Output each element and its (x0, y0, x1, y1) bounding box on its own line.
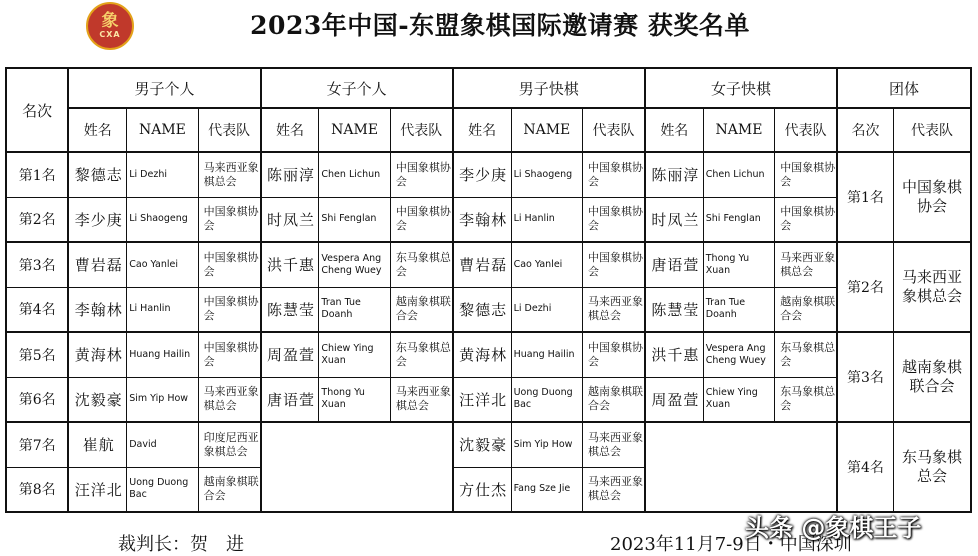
team-sub-header-team: 代表队 (893, 108, 971, 152)
women-rapid-name-en: Tran Tue Doanh (703, 287, 774, 332)
logo-glyph: 象 (101, 11, 119, 31)
group-header-women-individual: 女子个人 (261, 68, 453, 108)
table-row (6, 242, 971, 287)
women-rapid-team: 越南象棋联合会 (775, 287, 837, 332)
sub-header-name: 姓名 (68, 108, 126, 152)
table-row (6, 197, 971, 242)
women-rapid-name-cn: 陈丽淳 (645, 152, 703, 197)
men-rapid-name-en: Huang Hailin (511, 332, 582, 377)
sub-header-en: NAME (127, 108, 198, 152)
men-individual-name-cn: 曹岩磊 (68, 242, 126, 287)
men-rapid-name-cn: 李少庚 (453, 152, 511, 197)
men-rapid-name-cn: 沈毅豪 (453, 422, 511, 467)
men-rapid-team: 马来西亚象棋总会 (583, 422, 645, 467)
men-individual-team: 马来西亚象棋总会 (198, 152, 260, 197)
men-rapid-name-cn: 曹岩磊 (453, 242, 511, 287)
men-individual-name-en: Cao Yanlei (127, 242, 198, 287)
men-rapid-team: 中国象棋协会 (583, 242, 645, 287)
men-individual-name-en: Li Shaogeng (127, 197, 198, 242)
sub-header-team: 代表队 (198, 108, 260, 152)
women-rapid-name-en: Vespera Ang Cheng Wuey (703, 332, 774, 377)
women-individual-name-cn: 洪千惠 (261, 242, 319, 287)
chief-referee: 裁判长：贺 进 (118, 534, 244, 555)
women-individual-team: 东马象棋总会 (390, 332, 452, 377)
women-rapid-team: 马来西亚象棋总会 (775, 242, 837, 287)
women-rapid-team: 东马象棋总会 (775, 332, 837, 377)
watermark: 头条 @象棋王子 (745, 514, 922, 542)
group-header-team: 团体 (837, 68, 971, 108)
men-individual-name-cn: 崔航 (68, 422, 126, 467)
sub-header-name: 姓名 (261, 108, 319, 152)
men-rapid-name-en: Uong Duong Bac (511, 377, 582, 422)
men-individual-name-en: Sim Yip How (127, 377, 198, 422)
rank-cell: 第2名 (6, 197, 68, 242)
men-individual-team: 印度尼西亚象棋总会 (198, 422, 260, 467)
men-rapid-name-en: Li Hanlin (511, 197, 582, 242)
men-individual-team: 马来西亚象棋总会 (198, 377, 260, 422)
logo-abbr: CXA (99, 30, 121, 39)
sub-header-en: NAME (511, 108, 582, 152)
sub-header-name: 姓名 (645, 108, 703, 152)
men-rapid-name-cn: 汪洋北 (453, 377, 511, 422)
men-individual-name-cn: 黄海林 (68, 332, 126, 377)
rank-cell: 第8名 (6, 467, 68, 512)
women-individual-name-en: Shi Fenglan (319, 197, 390, 242)
group-header-men-rapid: 男子快棋 (453, 68, 645, 108)
table-row (6, 377, 971, 422)
women-individual-name-en: Chen Lichun (319, 152, 390, 197)
men-individual-name-en: David (127, 422, 198, 467)
table-row (6, 287, 971, 332)
women-individual-team: 马来西亚象棋总会 (390, 377, 452, 422)
men-rapid-name-en: Fang Sze Jie (511, 467, 582, 512)
rank-cell: 第4名 (6, 287, 68, 332)
women-rapid-name-cn: 周盈萱 (645, 377, 703, 422)
women-individual-name-en: Chiew Ying Xuan (319, 332, 390, 377)
women-individual-name-en: Thong Yu Xuan (319, 377, 390, 422)
men-individual-name-cn: 李少庚 (68, 197, 126, 242)
sub-header-en: NAME (703, 108, 774, 152)
men-rapid-team: 马来西亚象棋总会 (583, 467, 645, 512)
women-rapid-team: 中国象棋协会 (775, 197, 837, 242)
team-rank-cell: 第2名 (837, 242, 893, 332)
men-individual-team: 中国象棋协会 (198, 287, 260, 332)
women-individual-empty-cell (261, 422, 453, 512)
men-individual-name-en: Huang Hailin (127, 332, 198, 377)
men-individual-name-en: Li Hanlin (127, 287, 198, 332)
men-rapid-team: 越南象棋联合会 (583, 377, 645, 422)
sub-header-team: 代表队 (775, 108, 837, 152)
rank-cell: 第7名 (6, 422, 68, 467)
rank-cell: 第1名 (6, 152, 68, 197)
men-individual-name-en: Li Dezhi (127, 152, 198, 197)
women-rapid-team: 东马象棋总会 (775, 377, 837, 422)
table-row (6, 152, 971, 197)
rank-cell: 第5名 (6, 332, 68, 377)
men-individual-team: 越南象棋联合会 (198, 467, 260, 512)
rank-cell: 第6名 (6, 377, 68, 422)
men-rapid-name-cn: 方仕杰 (453, 467, 511, 512)
men-individual-team: 中国象棋协会 (198, 197, 260, 242)
team-sub-header-rank: 名次 (837, 108, 893, 152)
group-header-women-rapid: 女子快棋 (645, 68, 837, 108)
awards-table (5, 67, 972, 513)
team-rank-cell: 第1名 (837, 152, 893, 242)
women-individual-name-cn: 陈丽淳 (261, 152, 319, 197)
men-rapid-name-cn: 李翰林 (453, 197, 511, 242)
group-header-men-individual: 男子个人 (68, 68, 260, 108)
women-rapid-name-en: Chiew Ying Xuan (703, 377, 774, 422)
men-rapid-team: 中国象棋协会 (583, 152, 645, 197)
women-rapid-team: 中国象棋协会 (775, 152, 837, 197)
women-individual-team: 中国象棋协会 (390, 197, 452, 242)
team-name-cell: 东马象棋总会 (893, 422, 971, 512)
women-individual-name-cn: 周盈萱 (261, 332, 319, 377)
women-rapid-name-cn: 唐语萱 (645, 242, 703, 287)
team-name-cell: 越南象棋联合会 (893, 332, 971, 422)
women-individual-team: 越南象棋联合会 (390, 287, 452, 332)
women-individual-name-en: Tran Tue Doanh (319, 287, 390, 332)
women-rapid-name-en: Shi Fenglan (703, 197, 774, 242)
event-date-place: 2023年11月7-9日・中国深圳 (610, 534, 852, 555)
team-name-cell: 中国象棋协会 (893, 152, 971, 242)
men-individual-name-cn: 黎德志 (68, 152, 126, 197)
women-individual-team: 中国象棋协会 (390, 152, 452, 197)
women-rapid-name-cn: 时凤兰 (645, 197, 703, 242)
women-rapid-name-en: Chen Lichun (703, 152, 774, 197)
table-row (6, 422, 971, 467)
men-rapid-team: 中国象棋协会 (583, 197, 645, 242)
men-rapid-name-en: Li Dezhi (511, 287, 582, 332)
women-rapid-empty-cell (645, 422, 837, 512)
men-individual-name-cn: 李翰林 (68, 287, 126, 332)
men-rapid-name-cn: 黄海林 (453, 332, 511, 377)
table-row (6, 332, 971, 377)
team-rank-cell: 第4名 (837, 422, 893, 512)
team-name-cell: 马来西亚象棋总会 (893, 242, 971, 332)
women-individual-name-en: Vespera Ang Cheng Wuey (319, 242, 390, 287)
rank-cell: 第3名 (6, 242, 68, 287)
women-rapid-name-cn: 陈慧莹 (645, 287, 703, 332)
team-rank-cell: 第3名 (837, 332, 893, 422)
women-individual-team: 东马象棋总会 (390, 242, 452, 287)
men-individual-team: 中国象棋协会 (198, 242, 260, 287)
women-rapid-name-cn: 洪千惠 (645, 332, 703, 377)
rank-header: 名次 (6, 68, 68, 152)
women-individual-name-cn: 时凤兰 (261, 197, 319, 242)
women-rapid-name-en: Thong Yu Xuan (703, 242, 774, 287)
men-rapid-team: 马来西亚象棋总会 (583, 287, 645, 332)
sub-header-team: 代表队 (583, 108, 645, 152)
men-individual-name-cn: 沈毅豪 (68, 377, 126, 422)
men-rapid-name-cn: 黎德志 (453, 287, 511, 332)
women-individual-name-cn: 唐语萱 (261, 377, 319, 422)
men-individual-team: 中国象棋协会 (198, 332, 260, 377)
men-individual-name-en: Uong Duong Bac (127, 467, 198, 512)
women-individual-name-cn: 陈慧莹 (261, 287, 319, 332)
men-rapid-name-en: Cao Yanlei (511, 242, 582, 287)
men-rapid-team: 中国象棋协会 (583, 332, 645, 377)
page-title: 2023年中国-东盟象棋国际邀请赛 获奖名单 (250, 11, 750, 40)
sub-header-name: 姓名 (453, 108, 511, 152)
men-individual-name-cn: 汪洋北 (68, 467, 126, 512)
association-logo (86, 2, 134, 50)
men-rapid-name-en: Sim Yip How (511, 422, 582, 467)
sub-header-team: 代表队 (390, 108, 452, 152)
sub-header-en: NAME (319, 108, 390, 152)
men-rapid-name-en: Li Shaogeng (511, 152, 582, 197)
